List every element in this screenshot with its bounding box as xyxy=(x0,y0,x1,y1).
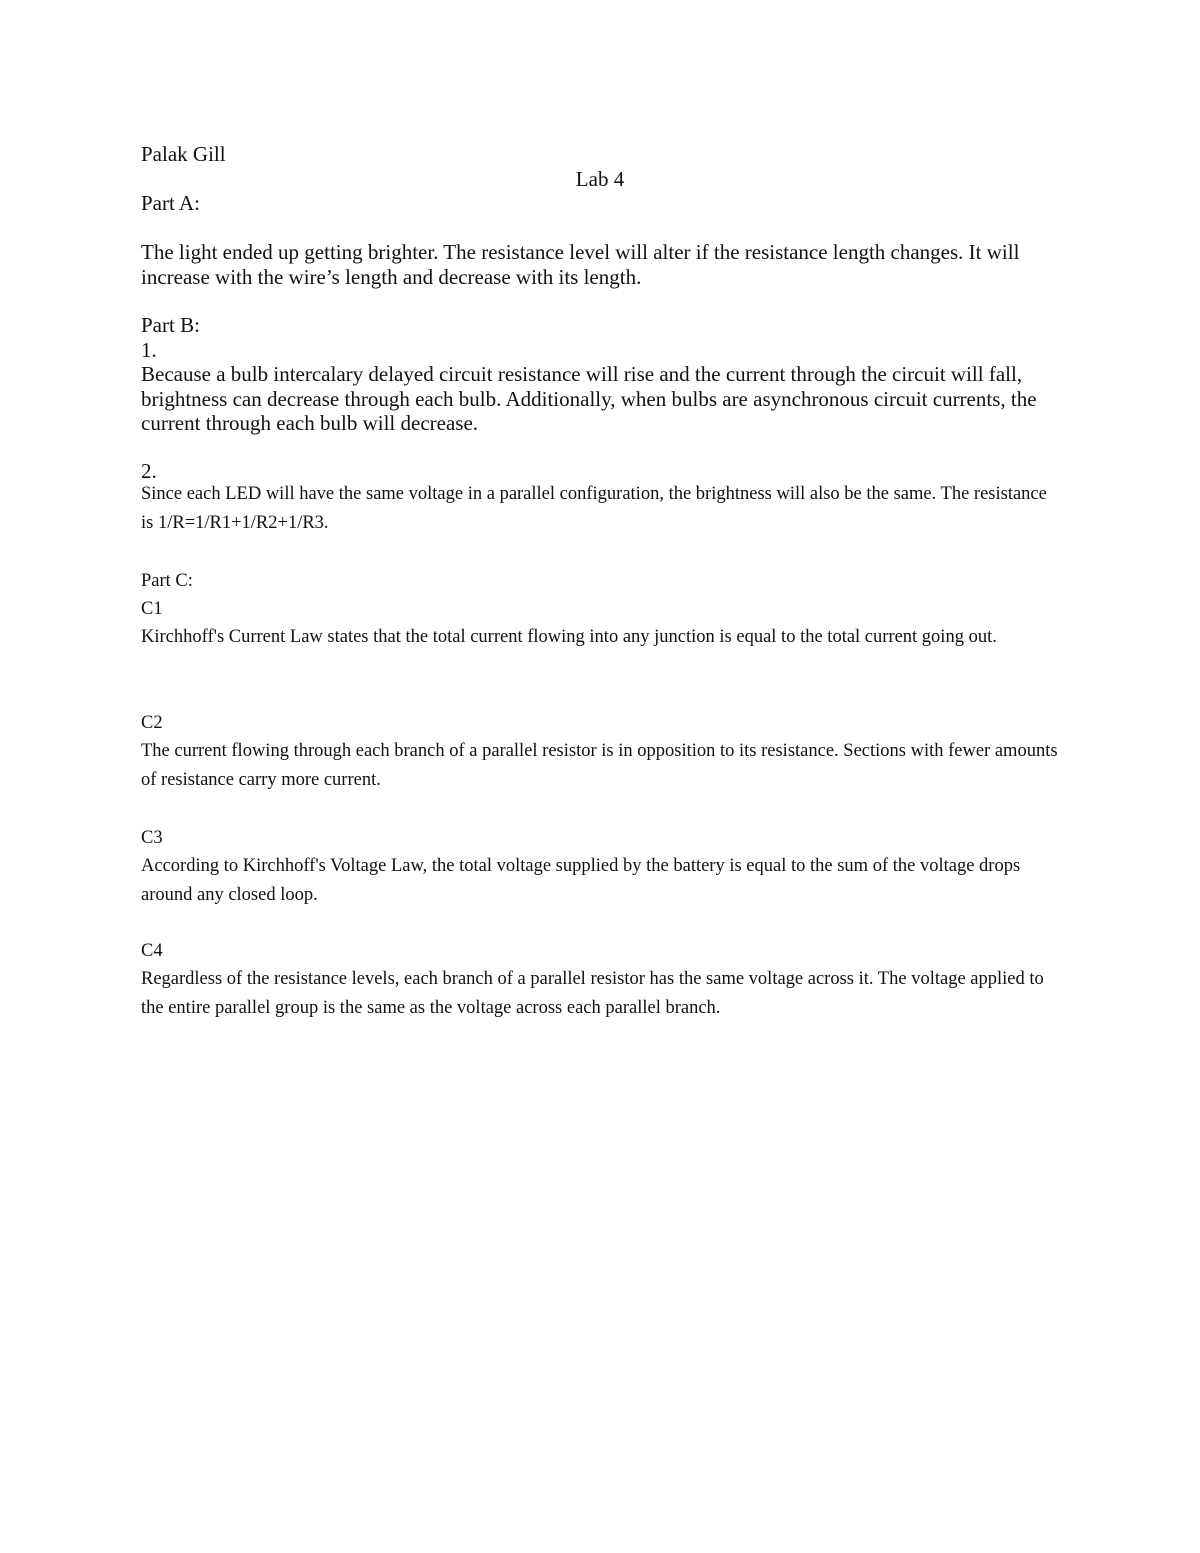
part-c-item-c3-label: C3 xyxy=(141,828,163,848)
part-c-item-c1-label: C1 xyxy=(141,599,163,619)
part-b-item-1-number: 1. xyxy=(141,338,157,362)
part-c-item-c2-text: The current flowing through each branch of a parallel resistor is in opposition to its resistance. Sections with fewer amounts of resistance carry more current. xyxy=(141,741,1058,790)
part-c-item-c3-text: According to Kirchhoff's Voltage Law, the total voltage supplied by the battery is equal to the sum of the voltage drops around any closed loop. xyxy=(141,856,1021,905)
part-b-heading: Part B: xyxy=(141,313,200,337)
part-b-item-2-number: 2. xyxy=(141,459,157,483)
part-c-heading: Part C: xyxy=(141,571,193,591)
part-b-item-2-text: Since each LED will have the same voltage in a parallel configuration, the brightness will also be the same. The resistance is 1/R=1/R1+1/R2+1/R3. xyxy=(141,484,1047,533)
part-c-item-c1-text: Kirchhoff's Current Law states that the total current flowing into any junction is equal to the total current going out. xyxy=(141,627,997,647)
part-c-item-c2-label: C2 xyxy=(141,713,163,733)
part-c-item-c4-label: C4 xyxy=(141,941,163,961)
part-b-item-1-text: Because a bulb intercalary delayed circuit resistance will rise and the current through the circuit will fall, brightness can decrease through each bulb. Additionally, when bulbs are asynchronous circuit currents, the current through each bulb will decrease. xyxy=(141,362,1037,435)
part-a-text: The light ended up getting brighter. The resistance level will alter if the resistance length changes. It will increase with the wire’s length and decrease with its length. xyxy=(141,240,1020,289)
document-title: Lab 4 xyxy=(575,167,625,191)
author-name: Palak Gill xyxy=(141,142,226,166)
part-c-item-c4-text: Regardless of the resistance levels, each branch of a parallel resistor has the same voltage across it. The voltage applied to the entire parallel group is the same as the voltage across each parallel branch. xyxy=(141,969,1044,1018)
part-a-heading: Part A: xyxy=(141,191,200,215)
